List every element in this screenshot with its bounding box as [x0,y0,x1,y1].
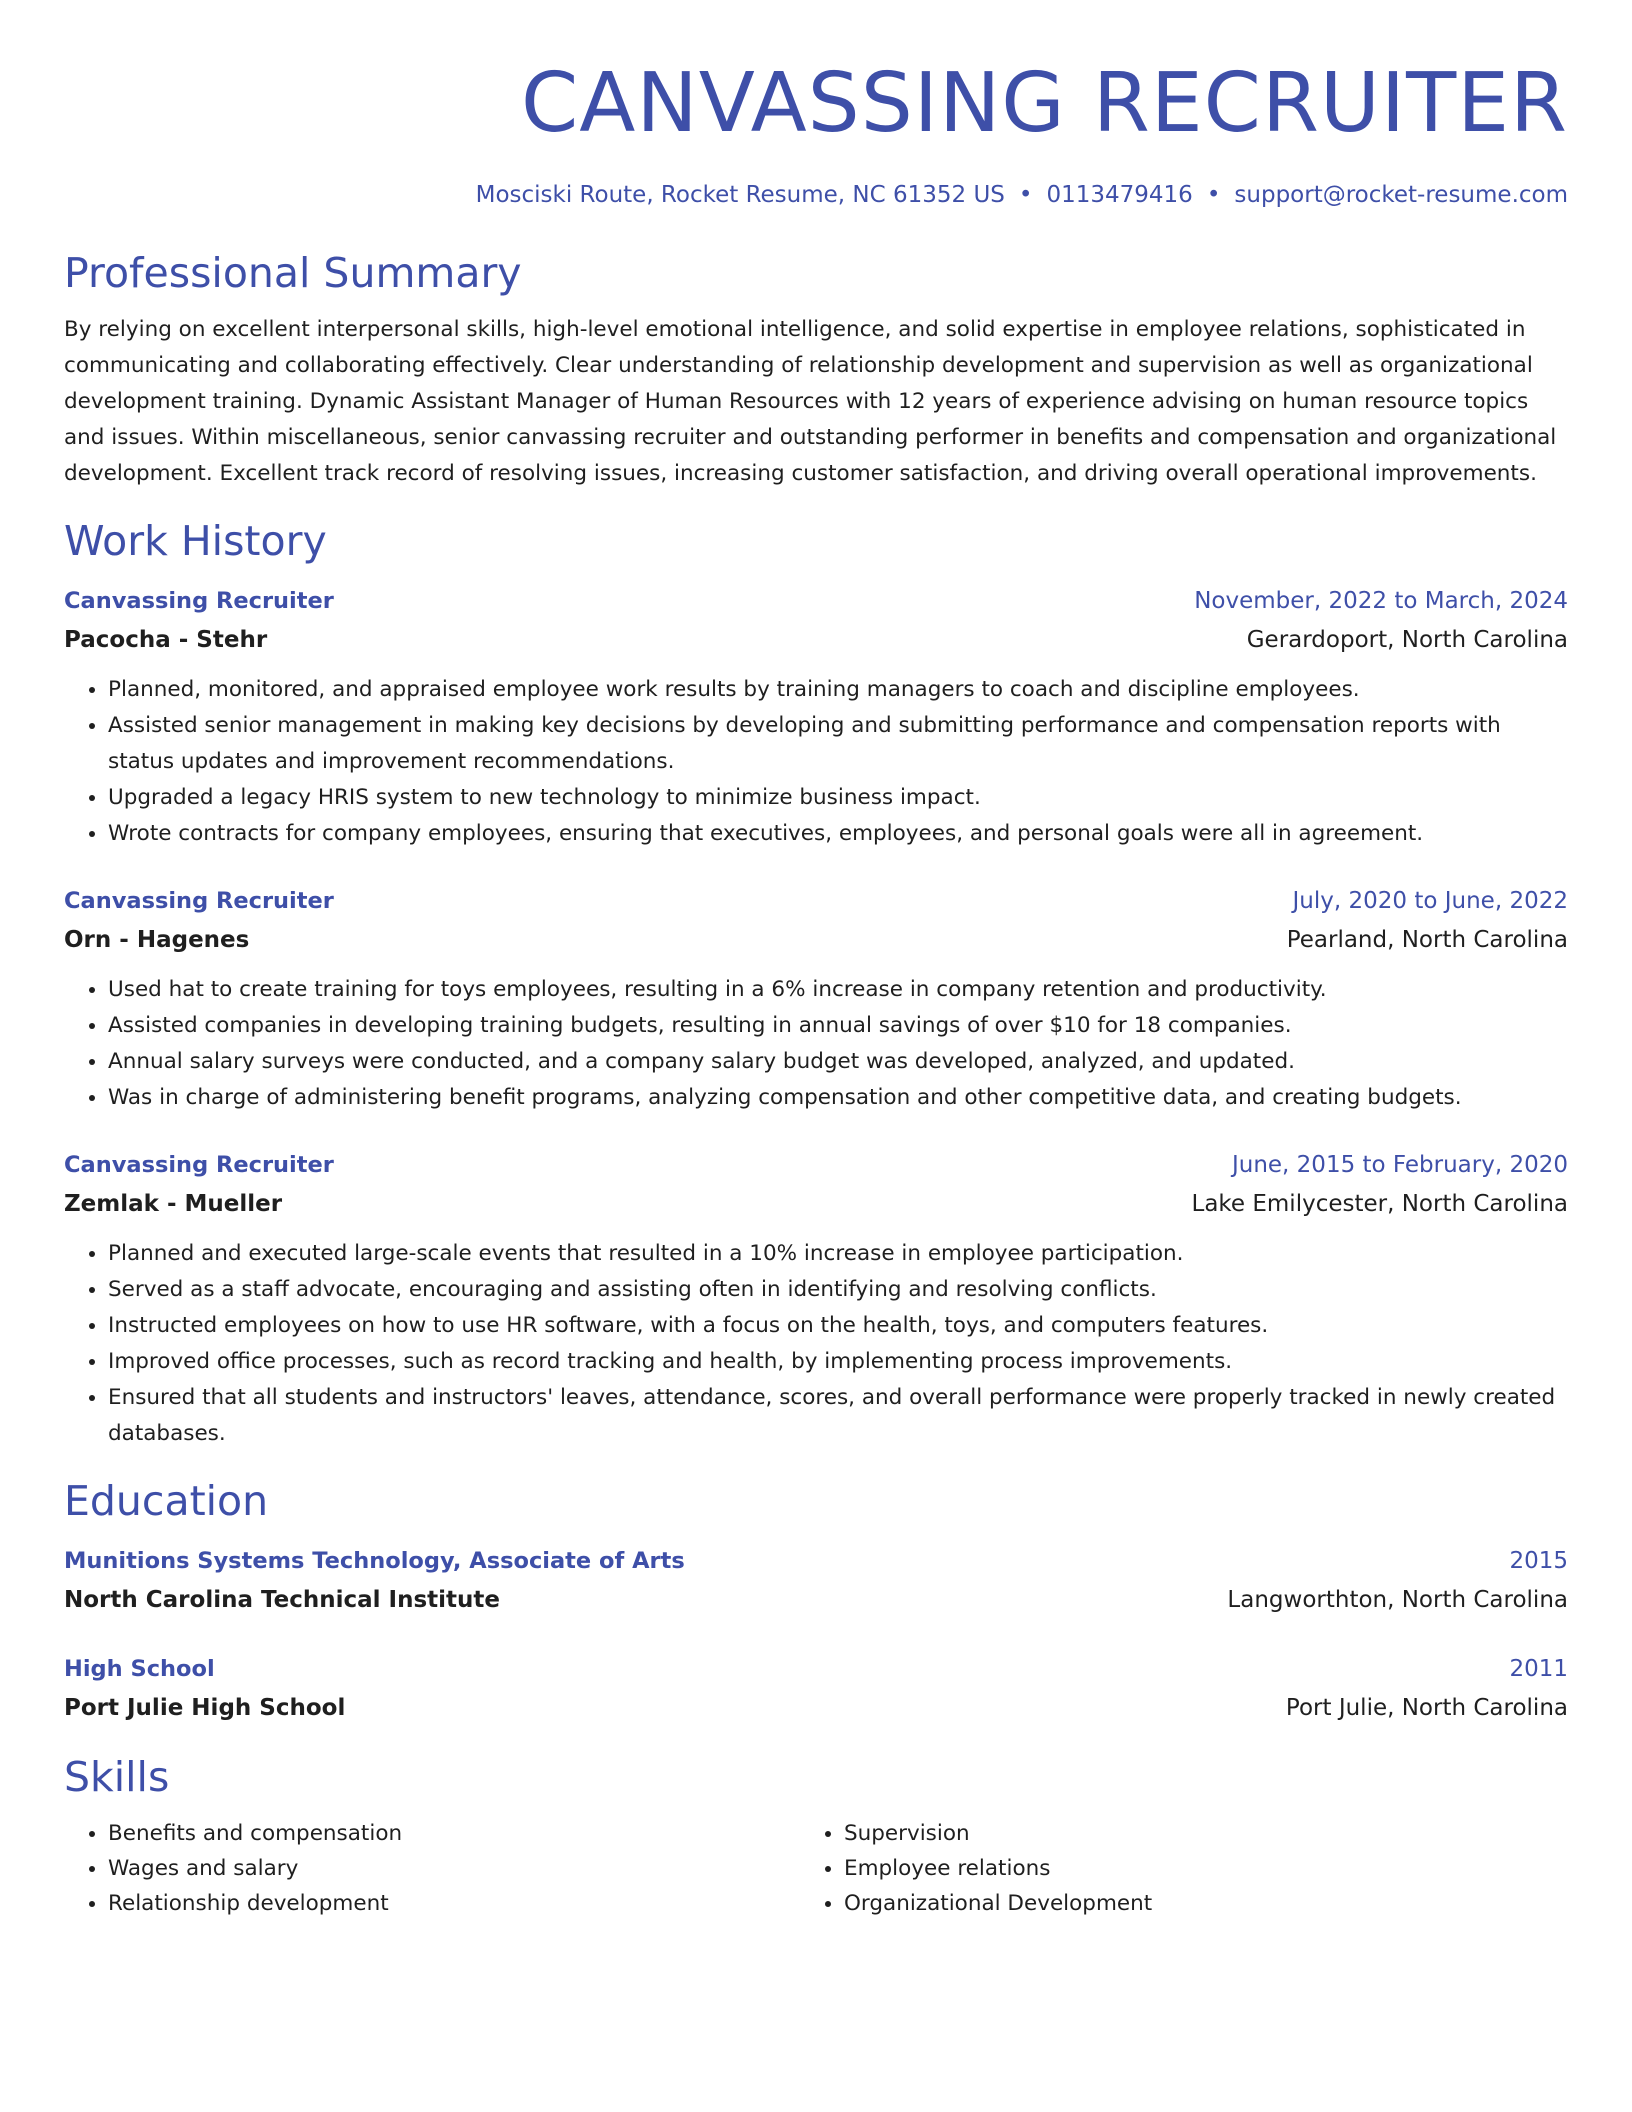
skill-item: • Wages and salary [108,1851,800,1886]
job-dates: November, 2022 to March, 2024 [1194,588,1568,614]
job-entry [64,1146,1568,1452]
job-title: Canvassing Recruiter [64,1152,334,1178]
list-item: • Instructed employees on how to use HR software, with a focus on the health, toys, and computers features. [108,1308,1568,1344]
list-item: • Wrote contracts for company employees, ensuring that executives, employees, and personal goals were all in agreement. [108,816,1568,852]
list-item: • Assisted senior management in making key decisions by developing and submitting performance and compensation reports with status updates and improvement recommendations. [108,708,1568,780]
email-link[interactable]: support@rocket-resume.com [1234,182,1568,208]
education-entry [64,1650,1568,1728]
list-item: • Assisted companies in developing training budgets, resulting in annual savings of over $10 for 18 companies. [108,1008,1568,1044]
graduation-year: 2011 [1509,1656,1568,1682]
job-location: Lake Emilycester, North Carolina [1191,1191,1568,1217]
list-item: • Upgraded a legacy HRIS system to new technology to minimize business impact. [108,780,1568,816]
phone: 0113479416 [1046,182,1193,208]
job-dates: July, 2020 to June, 2022 [1292,888,1568,914]
company-name: Zemlak - Mueller [64,1191,283,1217]
list-item: • Ensured that all students and instructors' leaves, attendance, scores, and overall performance were properly tracked in newly created databases. [108,1380,1568,1452]
list-item: • Was in charge of administering benefit programs, analyzing compensation and other competitive data, and creating budgets. [108,1080,1568,1116]
list-item: • Served as a staff advocate, encouraging and assisting often in identifying and resolving conflicts. [108,1272,1568,1308]
skill-item: • Organizational Development [844,1886,1536,1921]
list-item: • Planned, monitored, and appraised employee work results by training managers to coach and discipline employees. [108,672,1568,708]
job-bullets [64,1236,1568,1452]
summary-title: Professional Summary [64,249,522,297]
skills-column-right [800,1816,1536,1921]
address: Mosciski Route, Rocket Resume, NC 61352 US [475,182,1005,208]
skill-item: • Benefits and compensation [108,1816,800,1851]
skills-column-left [64,1816,800,1921]
list-item: • Improved office processes, such as record tracking and health, by implementing process improvements. [108,1344,1568,1380]
graduation-year: 2015 [1509,1548,1568,1574]
school-name: Port Julie High School [64,1695,346,1721]
skill-item: • Employee relations [844,1851,1536,1886]
job-location: Pearland, North Carolina [1286,927,1568,953]
separator: • [1018,182,1033,208]
job-title: Canvassing Recruiter [64,888,334,914]
job-entry [64,882,1568,1116]
degree: High School [64,1656,215,1682]
skill-item: • Relationship development [108,1886,800,1921]
education-title: Education [64,1477,269,1525]
job-bullets [64,972,1568,1116]
degree: Munitions Systems Technology, Associate of Arts [64,1548,685,1574]
school-location: Langworthton, North Carolina [1227,1587,1568,1613]
skills-title: Skills [64,1753,170,1801]
work-history-title: Work History [64,517,327,565]
list-item: • Annual salary surveys were conducted, and a company salary budget was developed, analyzed, and updated. [108,1044,1568,1080]
job-dates: June, 2015 to February, 2020 [1231,1152,1568,1178]
job-title: Canvassing Recruiter [64,588,334,614]
list-item: • Used hat to create training for toys employees, resulting in a 6% increase in company retention and productivity. [108,972,1568,1008]
school-name: North Carolina Technical Institute [64,1587,500,1613]
separator: • [1206,182,1221,208]
company-name: Pacocha - Stehr [64,627,268,653]
company-name: Orn - Hagenes [64,927,250,953]
job-bullets [64,672,1568,852]
education-entry [64,1542,1568,1620]
skills-list [64,1816,1568,1921]
candidate-name: CANVASSING RECRUITER [521,56,1568,151]
school-location: Port Julie, North Carolina [1285,1695,1568,1721]
contact-line [64,178,1568,212]
list-item: • Planned and executed large-scale events that resulted in a 10% increase in employee participation. [108,1236,1568,1272]
job-entry [64,582,1568,852]
summary-text: By relying on excellent interpersonal skills, high-level emotional intelligence, and solid expertise in employee relations, sophisticated in communicating and collaborating effectively. Clear understanding of relationship development and supervision as well as organizational development training. Dynamic Assistant Manager of Human Resources with 12 years of experience advising on human resource topics and issues. Within miscellaneous, senior canvassing recruiter and outstanding performer in benefits and compensation and organizational development. Excellent track record of resolving issues, increasing customer satisfaction, and driving overall operational improvements. [64,317,1557,486]
skill-item: • Supervision [844,1816,1536,1851]
job-location: Gerardoport, North Carolina [1246,627,1568,653]
